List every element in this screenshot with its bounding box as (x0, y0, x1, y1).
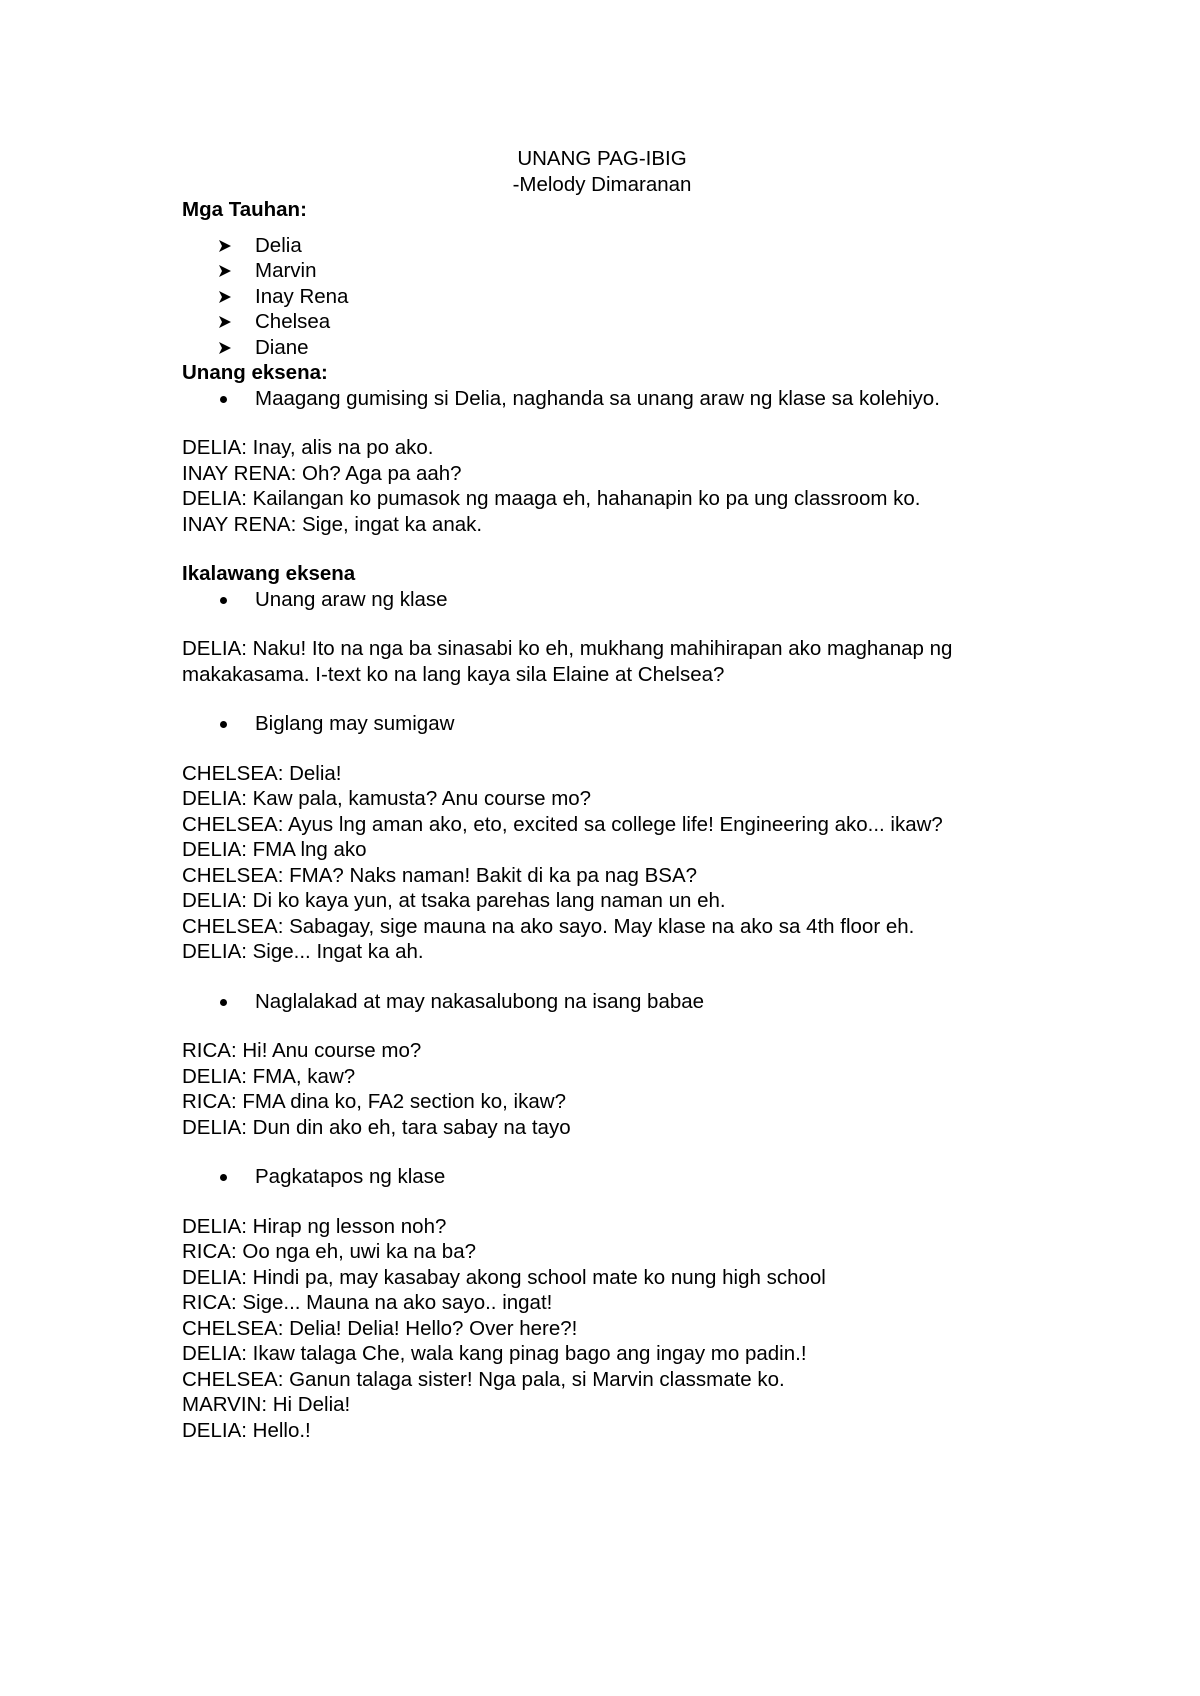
scene1-directions (182, 386, 1062, 412)
dialogue-line: DELIA: FMA, kaw? (182, 1064, 356, 1088)
stage-direction: Pagkatapos ng klase (182, 1164, 1062, 1190)
dialogue-line: DELIA: Dun din ako eh, tara sabay na tayo (182, 1115, 571, 1139)
scene2-direction-4 (182, 1164, 1062, 1190)
dialogue-line: INAY RENA: Oh? Aga pa aah? (182, 461, 462, 485)
dialogue-line: CHELSEA: Ganun talaga sister! Nga pala, si Marvin classmate ko. (182, 1367, 785, 1391)
bullet-dot-icon (220, 396, 227, 403)
stage-direction: Naglalakad at may nakasalubong na isang babae (182, 989, 1062, 1015)
cast-item: Diane (182, 335, 1062, 361)
dialogue-line: DELIA: Sige... Ingat ka ah. (182, 940, 424, 963)
bullet-dot-icon (220, 999, 227, 1006)
dialogue-line: DELIA: Naku! Ito na nga ba sinasabi ko eh, mukhang mahihirapan ako maghanap ng (182, 637, 953, 660)
dialogue-line: RICA: FMA dina ko, FA2 section ko, ikaw? (182, 1090, 566, 1113)
dialogue-line: DELIA: Hindi pa, may kasabay akong school mate ko nung high school (182, 1265, 826, 1289)
dialogue-line: CHELSEA: Ayus lng aman ako, eto, excited sa college life! Engineering ako... ikaw? (182, 812, 943, 836)
document-title: UNANG PAG-IBIG (517, 147, 687, 170)
dialogue-line: makakasama. I-text ko na lang kaya sila Elaine at Chelsea? (182, 662, 725, 686)
dialogue-line: RICA: Hi! Anu course mo? (182, 1039, 422, 1062)
dialogue-line: CHELSEA: FMA? Naks naman! Bakit di ka pa nag BSA? (182, 863, 698, 887)
dialogue-line: RICA: Oo nga eh, uwi ka na ba? (182, 1240, 477, 1263)
cast-list (182, 233, 1062, 361)
dialogue-line: DELIA: Hirap ng lesson noh? (182, 1214, 447, 1238)
dialogue-line: DELIA: Di ko kaya yun, at tsaka parehas lang naman un eh. (182, 889, 726, 912)
stage-direction: Unang araw ng klase (182, 587, 1062, 613)
dialogue-line: DELIA: Ikaw talaga Che, wala kang pinag bago ang ingay mo padin.! (182, 1342, 807, 1365)
dialogue-line: DELIA: FMA lng ako (182, 838, 367, 861)
dialogue-line: DELIA: Inay, alis na po ako. (182, 436, 434, 459)
dialogue-line: DELIA: Kaw pala, kamusta? Anu course mo? (182, 787, 592, 810)
cast-item: Inay Rena (182, 284, 1062, 310)
dialogue-line: DELIA: Kailangan ko pumasok ng maaga eh, hahanapin ko pa ung classroom ko. (182, 487, 921, 510)
stage-direction: Biglang may sumigaw (182, 711, 1062, 737)
dialogue-line: DELIA: Hello.! (182, 1418, 311, 1442)
scene2-heading: Ikalawang eksena (182, 562, 356, 585)
dialogue-line: CHELSEA: Delia! Delia! Hello? Over here?! (182, 1316, 578, 1340)
dialogue-line: CHELSEA: Delia! (182, 761, 342, 785)
scene2-direction-2 (182, 711, 1062, 737)
cast-item: Chelsea (182, 309, 1062, 335)
document-body (182, 146, 1062, 1443)
stage-direction: Maagang gumising si Delia, naghanda sa unang araw ng klase sa kolehiyo. (182, 386, 1062, 412)
document-author: -Melody Dimaranan (512, 172, 692, 196)
scene2-direction-3 (182, 989, 1062, 1015)
dialogue-line: RICA: Sige... Mauna na ako sayo.. ingat! (182, 1291, 553, 1314)
dialogue-line: MARVIN: Hi Delia! (182, 1393, 351, 1416)
cast-item: Marvin (182, 258, 1062, 284)
cast-heading: Mga Tauhan: (182, 198, 307, 221)
dialogue-line: CHELSEA: Sabagay, sige mauna na ako sayo. May klase na ako sa 4th floor eh. (182, 914, 915, 938)
bullet-dot-icon (220, 597, 227, 604)
cast-item: Delia (182, 233, 1062, 259)
scene1-heading: Unang eksena: (182, 361, 328, 384)
dialogue-line: INAY RENA: Sige, ingat ka anak. (182, 512, 483, 536)
bullet-dot-icon (220, 721, 227, 728)
scene2-direction-1 (182, 587, 1062, 613)
bullet-dot-icon (220, 1174, 227, 1181)
